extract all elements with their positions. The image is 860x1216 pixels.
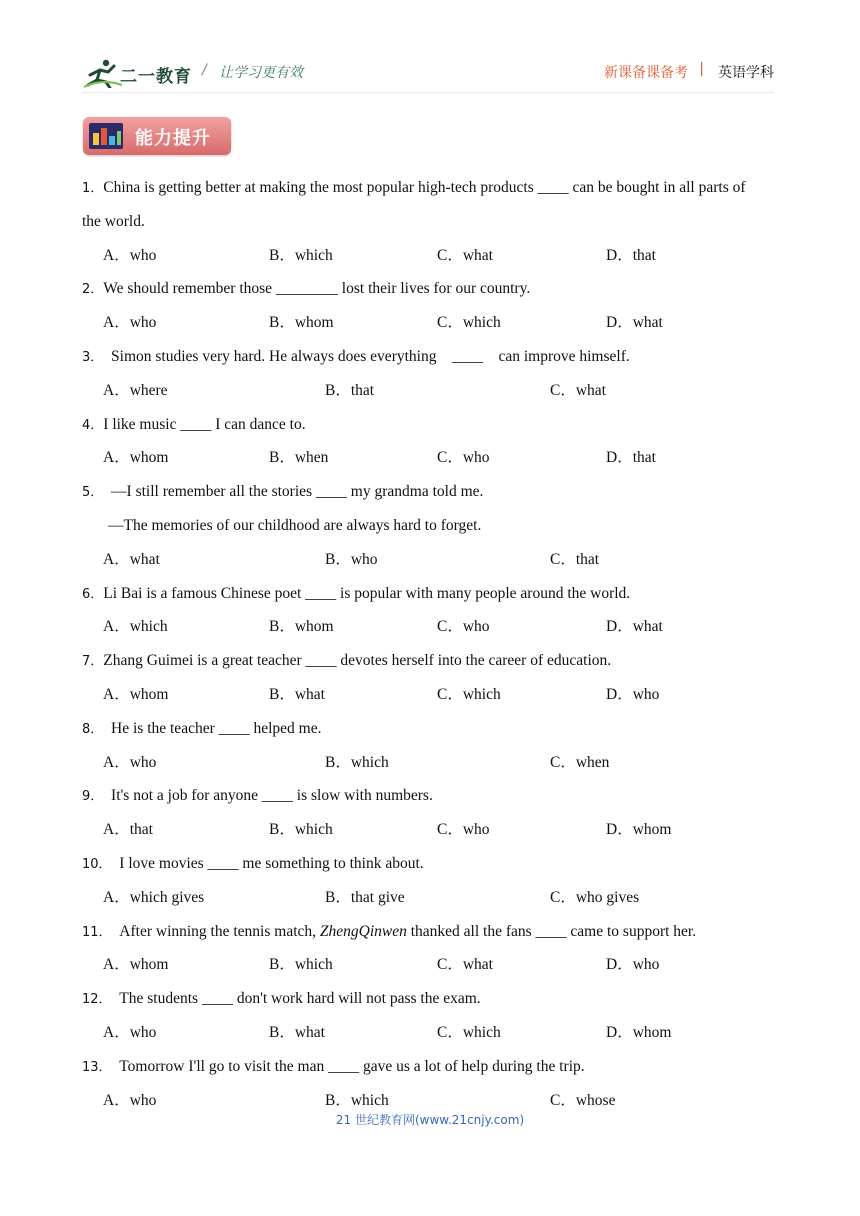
answer-option[interactable]: A．who [103,1024,157,1041]
question-stem [82,347,630,368]
question-number: 7． [82,654,104,670]
answer-option[interactable]: A．that [103,821,153,839]
page-footer: 21 世纪教育网(www.21cnjy.com) [335,1113,525,1127]
answer-option[interactable]: D．who [606,956,660,974]
answer-option[interactable]: B．which [325,753,389,771]
answer-option[interactable]: C．whose [550,1091,616,1109]
question-stem-continued [108,516,481,536]
answer-option[interactable]: C．which [437,1024,501,1041]
question-number: 5． [82,485,104,501]
question-number: 6． [82,586,104,602]
question-number: 12． [82,992,112,1008]
answer-option[interactable]: A．who [103,246,157,264]
answer-option[interactable]: A．who [103,753,157,771]
question-number: 8． [82,721,104,737]
question-text: —The memories of our childhood are always hard to forget. [108,517,482,534]
running-figure-logo-icon [82,58,124,88]
logo-text: 二一教育 [120,67,192,87]
answer-option[interactable]: B．that give [325,888,405,906]
answer-option[interactable]: A．whom [103,956,169,974]
answer-option[interactable]: D．who [606,686,660,703]
answer-option[interactable]: B．which [269,956,333,974]
question-text: Li Bai is a famous Chinese poet ____ is popular with many people around the world. [103,584,631,602]
question-number: 1． [82,181,104,196]
question-number: 2． [82,282,104,298]
question-stem [82,854,424,875]
answer-option[interactable]: B．what [269,1024,325,1041]
answer-option[interactable]: C．who [437,618,490,636]
exam-label: 新课备课备考 [604,65,688,81]
answer-option[interactable]: D．whom [606,1024,672,1041]
section-badge [83,117,231,155]
answer-option[interactable]: D．what [606,618,663,636]
question-stem [82,1057,585,1078]
question-stem [82,719,322,740]
header-divider [82,92,774,93]
answer-option[interactable]: C．what [437,246,493,264]
question-text: the world. [82,212,145,230]
question-number: 4． [82,417,104,433]
answer-option[interactable]: B．who [325,550,378,568]
answer-option[interactable]: C．who [437,821,490,839]
question-number: 11． [82,924,112,940]
slogan-divider: / [202,62,207,78]
answer-option[interactable]: D．that [606,449,656,467]
question-text: After winning the tennis match, ZhengQinwen thanked all the fans ____ came to support her. [119,922,697,940]
answer-option[interactable]: A．which [103,618,168,636]
question-number: 3． [82,350,104,365]
question-stem [82,584,630,605]
answer-option[interactable]: B．whom [269,618,334,636]
answer-option[interactable]: A．which gives [103,888,205,906]
question-text: I love movies ____ me something to think about. [119,855,424,872]
question-text: We should remember those ________ lost their lives for our country. [103,280,531,298]
question-stem [82,651,611,672]
question-stem [82,279,530,300]
answer-option[interactable]: A．who [103,1091,157,1109]
answer-option[interactable]: A．whom [103,449,169,467]
question-stem [82,482,483,503]
question-stem-continued [82,212,145,232]
answer-option[interactable]: D．what [606,314,663,332]
page-header [82,56,774,92]
question-stem [82,786,433,807]
question-stem [82,922,696,943]
answer-option[interactable]: C．when [550,753,610,771]
question-stem [82,178,746,199]
slogan: 让学习更有效 [219,65,303,81]
answer-option[interactable]: B．when [269,449,329,467]
question-stem [82,989,481,1010]
question-text: I like music ____ I can dance to. [103,415,306,433]
answer-option[interactable]: A．where [103,381,168,399]
answer-option[interactable]: B．which [269,246,333,264]
question-number: 10． [82,857,112,872]
answer-option[interactable]: C．that [550,550,600,568]
answer-option[interactable]: B．which [269,821,333,839]
question-number: 13． [82,1059,112,1075]
subject-label: 英语学科 [718,65,774,81]
answer-option[interactable]: C．who [437,449,490,467]
question-number: 9． [82,789,104,805]
answer-option[interactable]: C．who gives [550,888,640,906]
question-text: It's not a job for anyone ____ is slow with numbers. [111,787,433,805]
answer-option[interactable]: D．whom [606,821,672,839]
question-text: Simon studies very hard. He always does everything ____ can improve himself. [111,348,630,365]
question-text: —I still remember all the stories ____ my grandma told me. [111,483,484,501]
answer-option[interactable]: C．what [550,381,606,399]
answer-option[interactable]: C．what [437,956,493,974]
header-separator: | [699,61,704,77]
question-stem [82,415,306,436]
answer-option[interactable]: B．what [269,686,325,703]
question-text: China is getting better at making the most popular high-tech products ____ can be bought in all parts of [103,179,746,196]
answer-option[interactable]: B．whom [269,314,334,332]
question-text: Zhang Guimei is a great teacher ____ devotes herself into the career of education. [103,652,612,670]
answer-option[interactable]: B．that [325,381,375,399]
bar-blocks-icon [89,123,123,149]
answer-option[interactable]: A．who [103,314,157,332]
answer-option[interactable]: C．which [437,686,501,703]
answer-option[interactable]: D．that [606,246,656,264]
answer-option[interactable]: A．what [103,550,160,568]
section-title: 能力提升 [135,128,211,149]
question-text: Tomorrow I'll go to visit the man ____ gave us a lot of help during the trip. [119,1057,585,1075]
answer-option[interactable]: A．whom [103,686,169,703]
answer-option[interactable]: C．which [437,314,501,332]
question-text: The students ____ don't work hard will not pass the exam. [119,990,481,1008]
answer-option[interactable]: B．which [325,1091,389,1109]
question-text: He is the teacher ____ helped me. [111,719,322,737]
